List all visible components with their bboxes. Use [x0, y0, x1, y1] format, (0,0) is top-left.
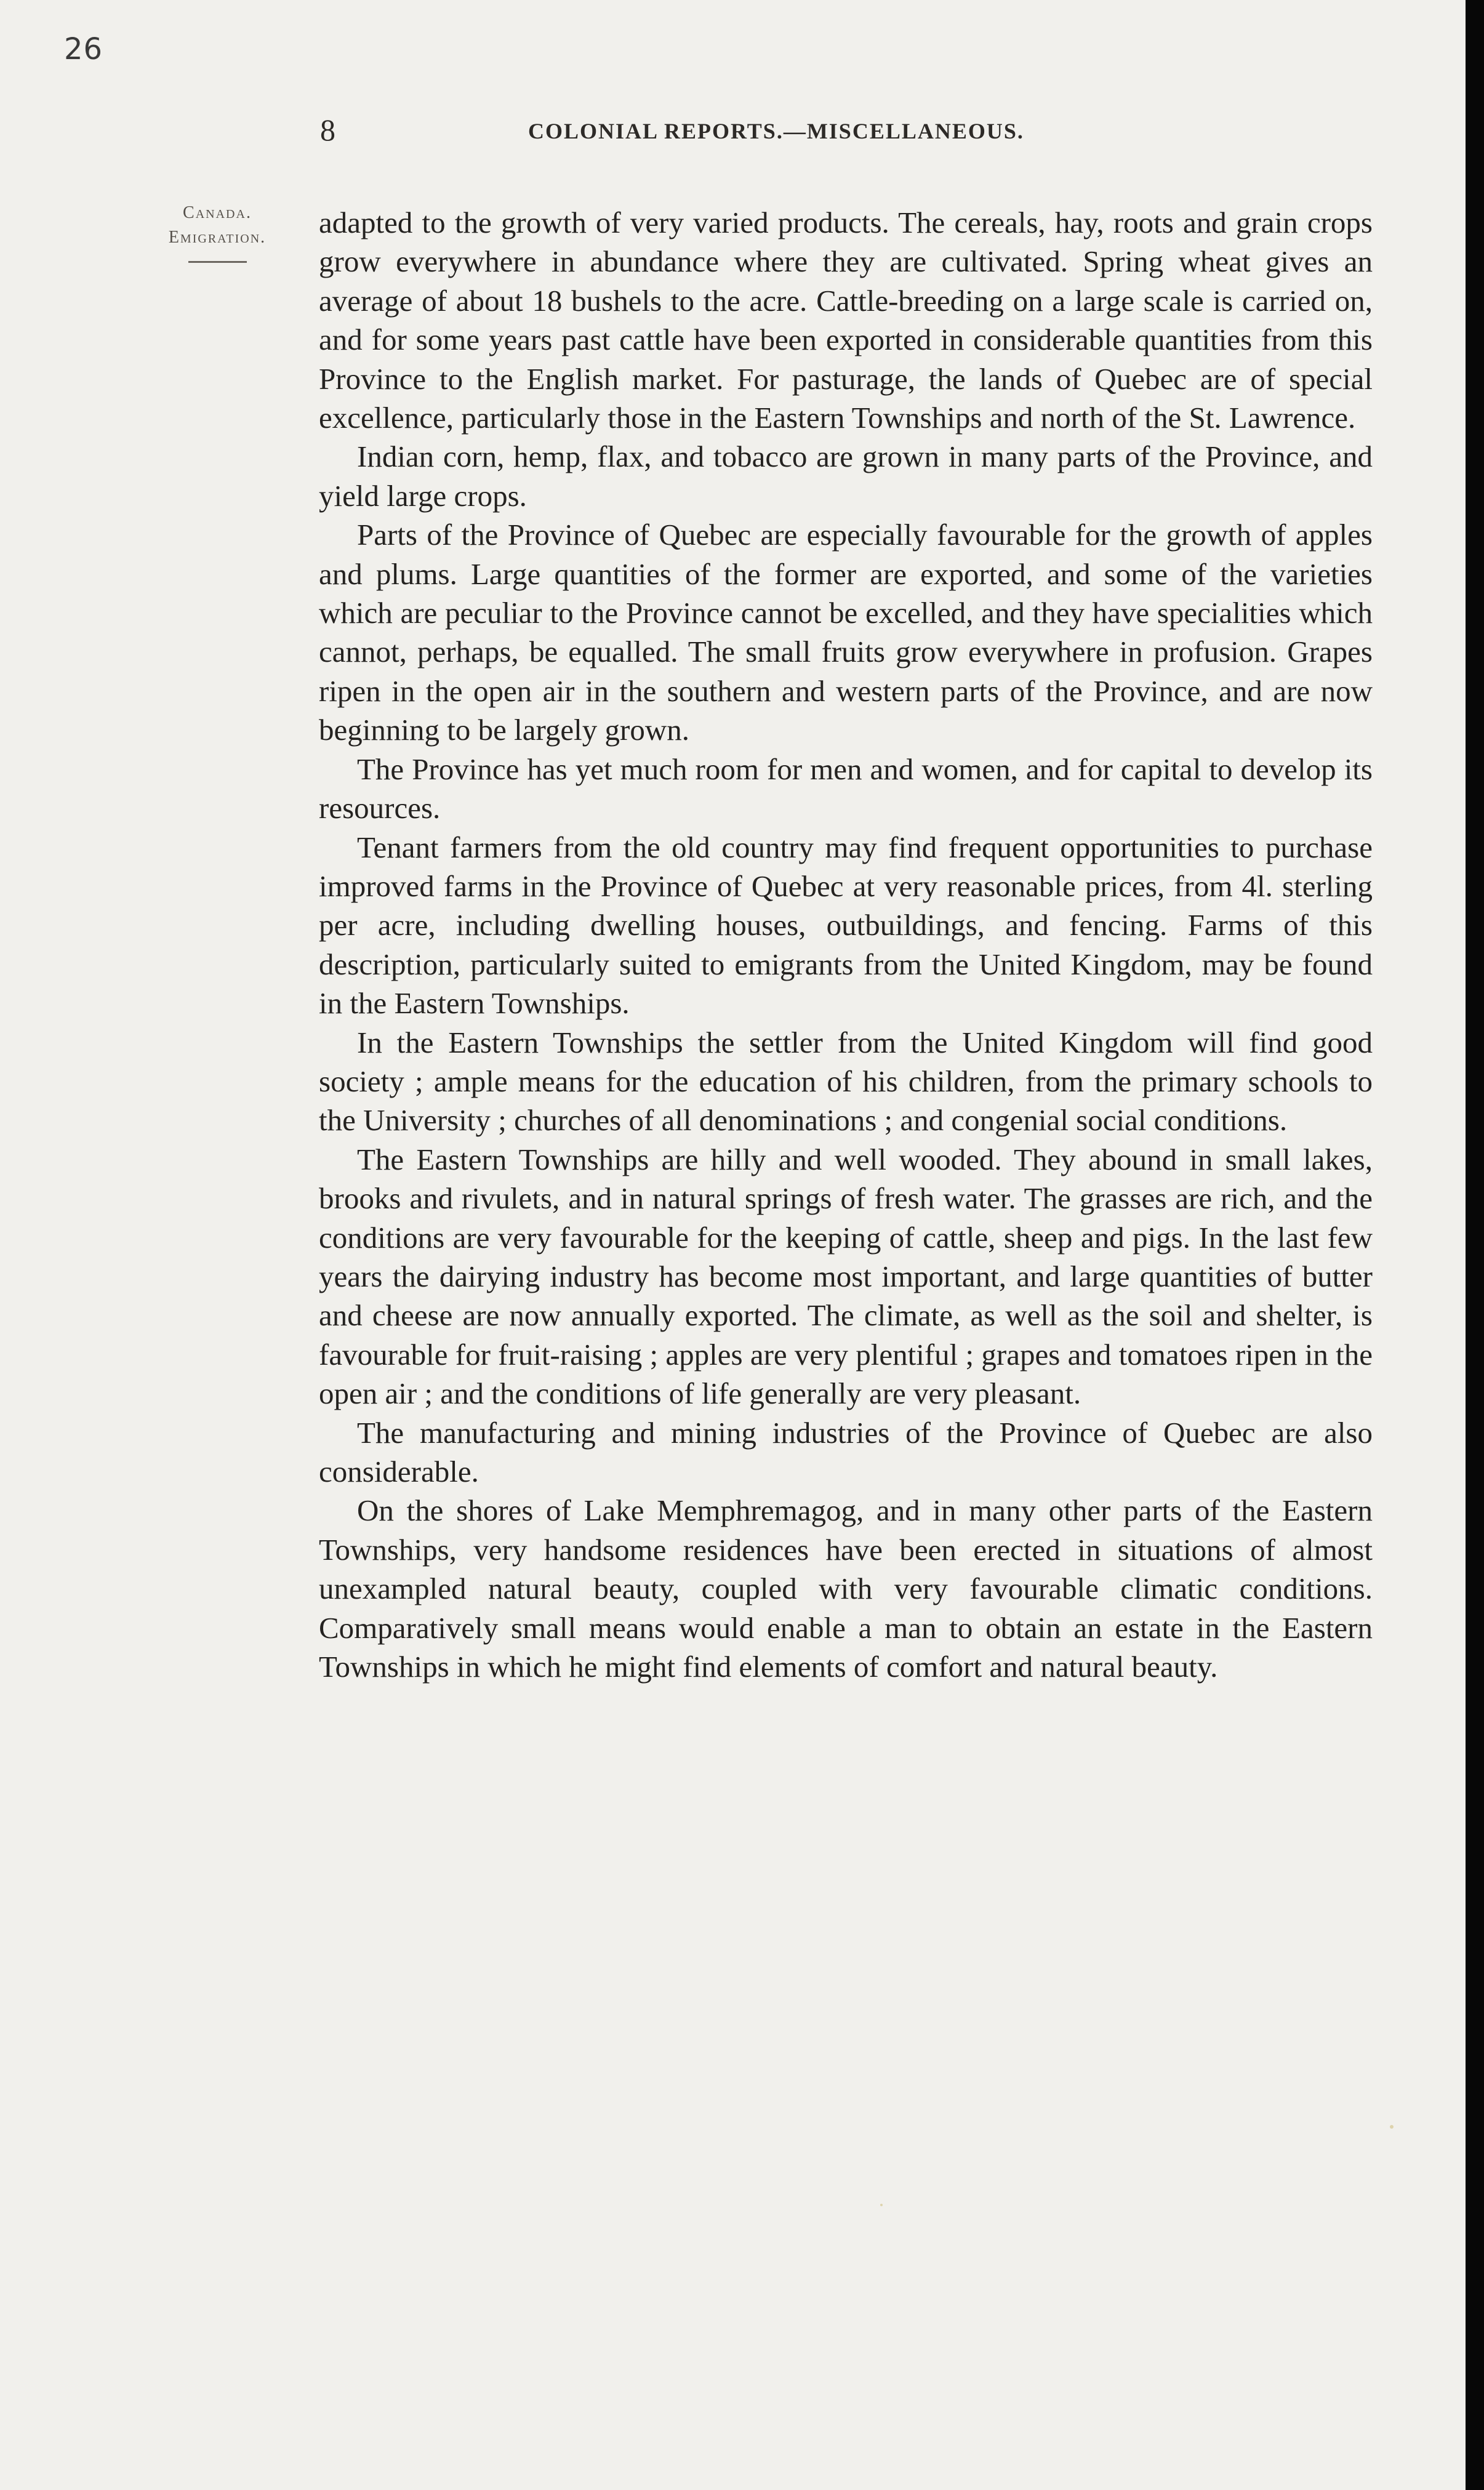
body-text — [319, 203, 1373, 1686]
paper-mark — [1390, 2125, 1394, 2129]
paragraph-4: The Province has yet much room for men and women, and for capital to develop its resources. — [319, 752, 1373, 825]
paragraph-9: On the shores of Lake Memphremagog, and in many other parts of the Eastern Townships, very handsome residences have been erected in situations of almost unexampled natural beauty, coupled with very favourable climatic conditions. Comparatively small means would enable a man to obtain an estate in the Eastern Townships in which he might find elements of comfort and natural beauty. — [319, 1493, 1373, 1684]
paragraph-8: The manufacturing and mining industries of the Province of Quebec are also considerable. — [319, 1415, 1373, 1488]
paper-mark — [880, 2204, 883, 2206]
scan-edge — [1466, 0, 1484, 2490]
paragraph-6: In the Eastern Townships the settler from the United Kingdom will find good society ; ample means for the education of his children, from the primary schools to the University ; churches of all denominations ; and congenial social conditions. — [319, 1025, 1373, 1138]
margin-note-line-2: Emigration. — [168, 228, 267, 247]
paragraph-2: Indian corn, hemp, flax, and tobacco are grown in many parts of the Province, and yield large crops. — [319, 440, 1373, 513]
paragraph-1: adapted to the growth of very varied products. The cereals, hay, roots and grain crops grow everywhere in abundance where they are cultivated. Spring wheat gives an average of about 18 bushels to the acre. Cattle-breeding on a large scale is carried on, and for some years past cattle have been exported in considerable quantities from this Province to the English market. For pasturage, the lands of Quebec are of special excellence, particularly those in the Eastern Townships and north of the St. Lawrence. — [319, 206, 1373, 435]
margin-note — [128, 201, 307, 263]
paragraph-5: Tenant farmers from the old country may find frequent opportunities to purchase improved farms in the Province of Quebec at very reasonable prices, from 4l. sterling per acre, including dwelling houses, outbuildings, and fencing. Farms of this description, particularly suited to emigrants from the United Kingdom, may be found in the Eastern Townships. — [319, 830, 1373, 1021]
margin-note-line-1: Canada. — [183, 203, 252, 222]
running-head — [320, 112, 1373, 155]
scan-page-number: 26 — [64, 32, 103, 66]
paragraph-3: Parts of the Province of Quebec are especially favourable for the growth of apples and plums. Large quantities of the former are exported, and some of the varieties which are peculiar to the Province cannot be excelled, and they have specialities which cannot, perhaps, be equalled. The small fruits grow everywhere in profusion. Grapes ripen in the open air in the southern and western parts of the Province, and are now beginning to be largely grown. — [319, 518, 1373, 747]
report-title: COLONIAL REPORTS.—MISCELLANEOUS. — [528, 119, 1024, 143]
paragraph-7: The Eastern Townships are hilly and well wooded. They abound in small lakes, brooks and rivulets, and in natural springs of fresh water. The grasses are rich, and the conditions are very favourable for the keeping of cattle, sheep and pigs. In the last few years the dairying industry has become most important, and large quantities of butter and cheese are now annually exported. The climate, as well as the soil and shelter, is favourable for fruit-raising ; apples are very plentiful ; grapes and tomatoes ripen in the open air ; and the conditions of life generally are very pleasant. — [319, 1142, 1373, 1411]
report-page-number: 8 — [320, 113, 335, 147]
margin-note-rule — [188, 261, 247, 263]
